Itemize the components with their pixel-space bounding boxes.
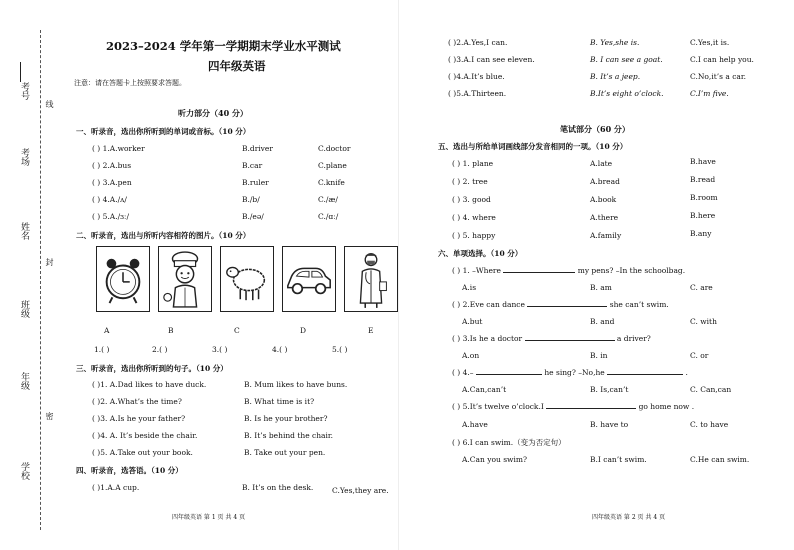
exam-number-underline: [20, 62, 21, 82]
seal-line: [40, 30, 41, 530]
s6-q3-option-a: A.on: [462, 351, 480, 360]
s5-q1: ( ) 1. plane: [452, 159, 494, 168]
exam-notice: 注意：请在答题卡上按照要求答题。: [74, 79, 186, 87]
section-six-heading: 六、单项选择。（10 分）: [438, 249, 523, 258]
s6-q1-option-b: B. am: [590, 283, 612, 292]
s6-q4-stem-start: ( ) 4.–: [452, 368, 474, 377]
school-label: 学校: [19, 462, 29, 480]
s6-q3-option-c: C. or: [690, 351, 709, 360]
exam-number-label: 考号: [19, 82, 29, 100]
s6-q1-stem-end: my pens? –In the schoolbag.: [577, 266, 686, 275]
writing-section-header: 笔试部分（60 分）: [560, 124, 630, 134]
s4-q4-option-c: C.No,it’s a car.: [690, 72, 747, 81]
s6-q2-stem-end: she can’t swim.: [609, 300, 669, 309]
section-one-heading: 一、听录音，选出你所听到的单词或音标。（10 分）: [76, 127, 251, 136]
s6-q2-blank[interactable]: [527, 306, 607, 307]
doctor-icon: [345, 247, 397, 311]
s1-q2-option-c: C.plane: [318, 161, 347, 170]
s4-q4-option-b: B. It’s a jeep.: [590, 72, 641, 81]
s3-q3: ( )3. A.Is he your father?: [92, 414, 186, 423]
s6-q4-blank-2[interactable]: [607, 374, 683, 375]
s6-q2-stem-start: ( ) 2.Eve can dance: [452, 300, 525, 309]
s6-q3-blank[interactable]: [525, 340, 615, 341]
s3-q1: ( )1. A.Dad likes to have duck.: [92, 380, 207, 389]
s6-q5-stem-start: ( ) 5.It’s twelve o’clock.I: [452, 402, 544, 411]
s1-q4-option-b: B./b/: [242, 195, 260, 204]
s6-q1-stem-start: ( ) 1. –Where: [452, 266, 501, 275]
s1-q5: ( ) 5.A./ɜː/: [92, 212, 129, 221]
s6-q6-option-a: A.Can you swim?: [462, 455, 527, 464]
page-two-footer: 四年级英语 第 2 页 共 4 页: [592, 514, 666, 521]
s3-q1-option-b: B. Mum likes to have buns.: [244, 380, 348, 389]
s4-q2-option-b: B. Yes,she is.: [590, 38, 640, 47]
s5-q4-option-b: B.here: [690, 211, 716, 220]
s6-q2-option-a: A.but: [462, 317, 483, 326]
s6-q4-stem: [452, 368, 688, 377]
s3-q4: ( )4. A. It’s beside the chair.: [92, 431, 198, 440]
doctor-picture: [344, 246, 398, 312]
section-three-heading: 三、听录音，选出你所听到的句子。（10 分）: [76, 364, 228, 373]
s6-q4-blank-1[interactable]: [476, 374, 542, 375]
sheep-picture: [220, 246, 274, 312]
s2-answer-5[interactable]: 5.( ): [332, 345, 348, 354]
s6-q5-option-c: C. to have: [690, 420, 729, 429]
grade-label: 年级: [19, 372, 29, 390]
alarm-clock-picture: [96, 246, 150, 312]
s5-q3-option-a: A.book: [590, 195, 617, 204]
s4-q2: ( )2.A.Yes,I can.: [448, 38, 508, 47]
s5-q4: ( ) 4. where: [452, 213, 496, 222]
s2-answer-1[interactable]: 1.( ): [94, 345, 110, 354]
s6-q4-stem-end: .: [685, 368, 688, 377]
s3-q2-option-b: B. What time is it?: [244, 397, 315, 406]
s1-q3-option-b: B.ruler: [242, 178, 269, 187]
s1-q1: ( ) 1.A.worker: [92, 144, 145, 153]
s5-q4-option-a: A.there: [590, 213, 619, 222]
s6-q4-stem-middle: he sing? –No,he: [544, 368, 605, 377]
s3-q4-option-b: B. It’s behind the chair.: [244, 431, 334, 440]
s1-q5-option-b: B./eə/: [242, 212, 264, 221]
s4-q3-option-c: C.I can help you.: [690, 55, 754, 64]
sheep-icon: [221, 247, 273, 311]
s3-q2: ( )2. A.What’s the time?: [92, 397, 182, 406]
s6-q5-option-a: A.have: [462, 420, 488, 429]
seal-char-secret: 密: [45, 412, 54, 420]
s6-q4-option-c: C. Can,can: [690, 385, 732, 394]
name-label: 姓名: [19, 222, 29, 240]
picture-letter-c: C: [234, 326, 240, 335]
s1-q1-option-c: C.doctor: [318, 144, 351, 153]
exam-room-label: 考场: [19, 148, 29, 166]
s6-q5-stem-end: go home now .: [638, 402, 695, 411]
s6-q3-stem: [452, 334, 651, 343]
alarm-clock-icon: [97, 247, 149, 311]
s4-q1-option-c: C.Yes,they are.: [332, 486, 389, 495]
s2-answer-3[interactable]: 3.( ): [212, 345, 228, 354]
s6-q4-option-b: B. Is,can’t: [590, 385, 629, 394]
s5-q5: ( ) 5. happy: [452, 231, 496, 240]
s1-q4: ( ) 4.A./ʌ/: [92, 195, 127, 204]
chef-boy-picture: [158, 246, 212, 312]
s5-q2-option-a: A.bread: [590, 177, 620, 186]
s6-q1-stem: [452, 266, 685, 275]
s3-q5-option-b: B. Take out your pen.: [244, 448, 326, 457]
chef-icon: [159, 247, 211, 311]
s6-q3-option-b: B. in: [590, 351, 608, 360]
s4-q5-option-b: B.It’s eight o’clock.: [590, 89, 664, 98]
s1-q2-option-b: B.car: [242, 161, 263, 170]
section-two-heading: 二、听录音，选出与所听内容相符的图片。（10 分）: [76, 231, 251, 240]
s2-answer-4[interactable]: 4.( ): [272, 345, 288, 354]
s1-q4-option-c: C./æ/: [318, 195, 338, 204]
s4-q3: ( )3.A.I can see eleven.: [448, 55, 535, 64]
s1-q5-option-c: C./ɑː/: [318, 212, 339, 221]
exam-title: 2023–2024 学年第一学期期末学业水平测试: [106, 39, 341, 53]
s6-q1-option-a: A.is: [462, 283, 477, 292]
page-one-footer: 四年级英语 第 1 页 共 4 页: [172, 514, 246, 521]
car-picture: [282, 246, 336, 312]
s2-answer-2[interactable]: 2.( ): [152, 345, 168, 354]
s5-q2: ( ) 2. tree: [452, 177, 488, 186]
s4-q5: ( )5.A.Thirteen.: [448, 89, 507, 98]
s4-q3-option-b: B. I can see a goat.: [590, 55, 663, 64]
car-icon: [283, 247, 335, 311]
s6-q2-stem: [452, 300, 669, 309]
class-label: 班级: [19, 300, 29, 318]
picture-letter-d: D: [300, 326, 307, 335]
s5-q5-option-a: A.family: [590, 231, 622, 240]
seal-char-seal: 封: [45, 258, 54, 266]
page-divider: [398, 0, 399, 550]
seal-char-line: 线: [45, 100, 54, 108]
s4-q1-option-b: B. It’s on the desk.: [242, 483, 314, 492]
s5-q3: ( ) 3. good: [452, 195, 491, 204]
section-four-heading: 四、听录音，选答语。（10 分）: [76, 466, 183, 475]
s6-q2-option-c: C. with: [690, 317, 717, 326]
s1-q1-option-b: B.driver: [242, 144, 273, 153]
s6-q3-stem-start: ( ) 3.Is he a doctor: [452, 334, 523, 343]
s4-q1: ( )1.A.A cup.: [92, 483, 140, 492]
s5-q3-option-b: B.room: [690, 193, 718, 202]
s4-q5-option-c: C.I’m five.: [690, 89, 729, 98]
s6-q1-option-c: C. are: [690, 283, 713, 292]
s6-q2-option-b: B. and: [590, 317, 615, 326]
picture-letter-e: E: [368, 326, 374, 335]
s6-q3-stem-end: a driver?: [616, 334, 651, 343]
s6-q6-stem: ( ) 6.I can swim.（变为否定句）: [452, 438, 566, 447]
section-five-heading: 五、选出与所给单词画线部分发音相同的一项。（10 分）: [438, 142, 628, 151]
s4-q4: ( )4.A.It’s blue.: [448, 72, 505, 81]
s6-q5-option-b: B. have to: [590, 420, 629, 429]
s3-q3-option-b: B. Is he your brother?: [244, 414, 328, 423]
exam-subtitle: 四年级英语: [208, 59, 266, 73]
picture-letter-b: B: [168, 326, 174, 335]
s5-q1-option-a: A.late: [590, 159, 613, 168]
s5-q5-option-b: B.any: [690, 229, 712, 238]
s6-q1-blank[interactable]: [503, 272, 575, 273]
s5-q2-option-b: B.read: [690, 175, 716, 184]
s1-q3-option-c: C.knife: [318, 178, 345, 187]
s5-q1-option-b: B.have: [690, 157, 716, 166]
listening-section-header: 听力部分（40 分）: [178, 108, 248, 118]
s3-q5: ( )5. A.Take out your book.: [92, 448, 193, 457]
s1-q2: ( ) 2.A.bus: [92, 161, 132, 170]
s6-q6-option-c: C.He can swim.: [690, 455, 750, 464]
s4-q2-option-c: C.Yes,it is.: [690, 38, 730, 47]
picture-letter-a: A: [104, 326, 110, 335]
s6-q4-option-a: A.Can,can’t: [462, 385, 507, 394]
s6-q5-blank[interactable]: [546, 408, 636, 409]
s1-q3: ( ) 3.A.pen: [92, 178, 132, 187]
s6-q6-option-b: B.I can’t swim.: [590, 455, 647, 464]
s6-q5-stem: [452, 402, 694, 411]
